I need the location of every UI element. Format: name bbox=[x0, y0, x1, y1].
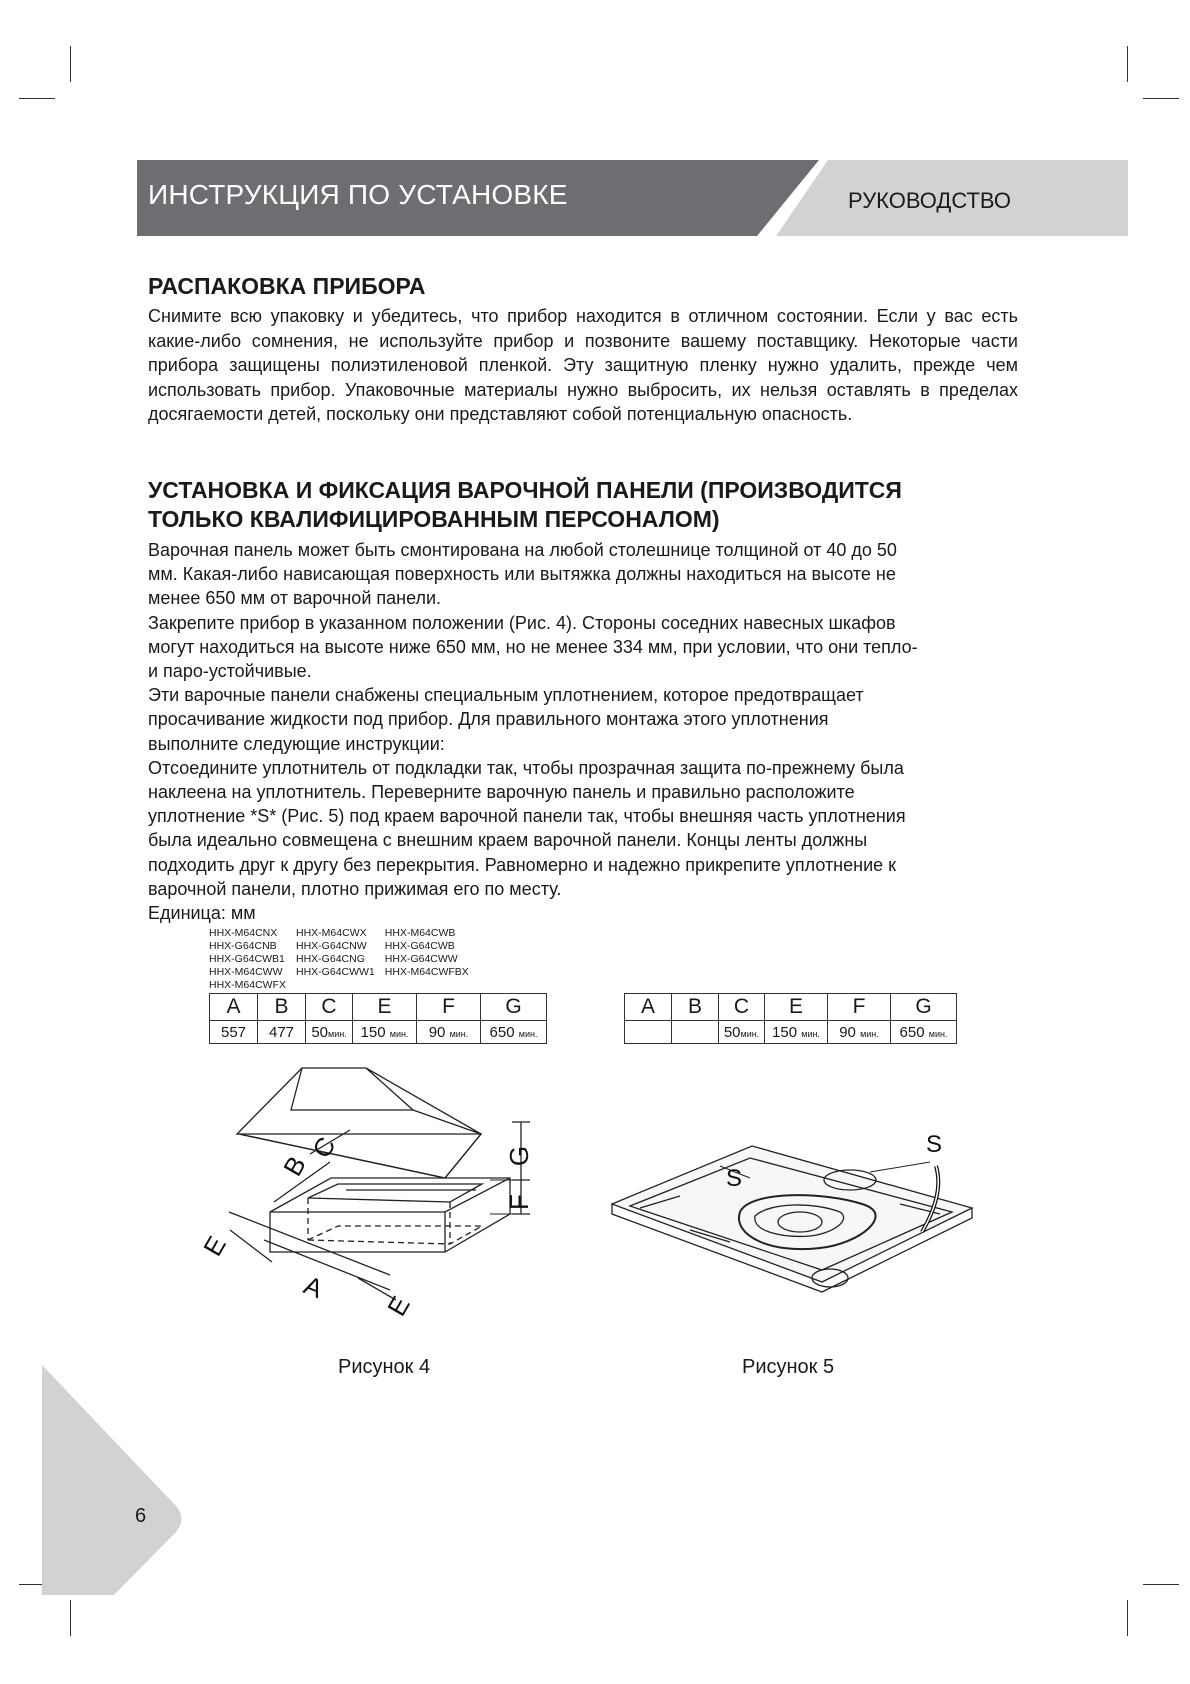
crop-mark bbox=[1143, 98, 1179, 99]
cell-value: 557 bbox=[220, 1023, 247, 1041]
cell-value: 650 bbox=[899, 1023, 925, 1041]
cell-unit: мин. bbox=[860, 1028, 879, 1039]
table-header-cell: G bbox=[481, 994, 547, 1021]
table-cell bbox=[672, 1021, 719, 1044]
text-line: мм. Какая-либо нависающая поверхность или вытяжка должны находиться на высоте не bbox=[148, 564, 896, 585]
text-line: менее 650 мм от варочной панели. bbox=[148, 588, 442, 609]
page-corner-shape bbox=[42, 1365, 192, 1595]
table-cell bbox=[306, 1021, 353, 1044]
table-header-cell: A bbox=[625, 994, 672, 1021]
crop-mark bbox=[70, 46, 71, 82]
table-header-cell: F bbox=[417, 994, 481, 1021]
table-header-cell: E bbox=[353, 994, 417, 1021]
figure-4-caption: Рисунок 4 bbox=[338, 1356, 431, 1378]
crop-mark bbox=[19, 98, 55, 99]
table-header-cell: C bbox=[306, 994, 353, 1021]
table-header-cell: F bbox=[828, 994, 891, 1021]
unpacking-text: Снимите всю упаковку и убедитесь, что прибор находится в отличном состоянии. Если у вас есть какие-либо сомнения, не используйте прибор и позвоните вашему поставщику. Некоторые части прибора защищены полиэтиленовой пленкой. Эту защитную пленку нужно удалить, прежде чем использовать прибор. Упаковочные материалы нужно выбросить, их нельзя оставлять в пределах досягаемости детей, поскольку они представляют собой потенциальную опасность. bbox=[148, 306, 1018, 425]
model-code: HHX-M64CWFBX bbox=[384, 966, 469, 978]
installation-text bbox=[148, 538, 1018, 925]
cell-value: 650 bbox=[489, 1023, 515, 1041]
unpacking-section bbox=[148, 272, 1018, 427]
dim-label-f: F bbox=[504, 1194, 534, 1210]
text-line: просачивание жидкости под прибор. Для правильного монтажа этого уплотнения bbox=[148, 709, 829, 730]
crop-mark bbox=[1127, 1600, 1128, 1636]
model-code: HHX-G64CWB1 bbox=[209, 953, 285, 965]
model-code: HHX-M64CWX bbox=[296, 927, 367, 939]
text-line: выполните следующие инструкции: bbox=[148, 733, 445, 754]
table-cell bbox=[210, 1021, 258, 1044]
table-cell bbox=[258, 1021, 306, 1044]
cell-unit: мин. bbox=[740, 1028, 760, 1039]
model-code: HHX-M64CWFX bbox=[209, 979, 287, 991]
cell-value: 90 bbox=[428, 1023, 446, 1041]
page-number: 6 bbox=[135, 1505, 147, 1527]
model-code: HHX-G64CWW1 bbox=[296, 966, 375, 978]
text-line: Отсоедините уплотнитель от подкладки так, чтобы прозрачная защита по-прежнему была bbox=[148, 757, 904, 778]
text-line: Единица: мм bbox=[148, 903, 256, 924]
table-header-cell: B bbox=[672, 994, 719, 1021]
header-title-band bbox=[137, 160, 824, 236]
model-code: HHX-G64CWW bbox=[384, 953, 458, 965]
cell-unit: мин. bbox=[801, 1028, 820, 1039]
text-line: могут находиться на высоте ниже 650 мм, но не менее 334 мм, при условии, что они тепло- bbox=[148, 636, 918, 657]
text-line: была идеально совмещена с внешним краем варочной панели. Концы ленты должны bbox=[148, 830, 868, 851]
hob-frame bbox=[612, 1146, 972, 1282]
model-code: HHX-M64CWB bbox=[384, 927, 456, 939]
dim-label-e-left: E bbox=[197, 1230, 232, 1261]
text-line: подходить друг к другу без перекрытия. Равномерно и надежно прикрепите уплотнение к bbox=[148, 854, 897, 875]
installation-heading-line: УСТАНОВКА И ФИКСАЦИЯ ВАРОЧНОЙ ПАНЕЛИ (ПРОИЗВОДИТСЯ bbox=[148, 477, 902, 503]
cell-value: 150 bbox=[772, 1023, 798, 1041]
model-code: HHX-G64CWB bbox=[384, 940, 455, 952]
table-cell bbox=[625, 1021, 672, 1044]
text-line: Закрепите прибор в указанном положении (Рис. 4). Стороны соседних навесных шкафов bbox=[148, 612, 896, 633]
text-line: варочной панели, плотно прижимая его по месту. bbox=[148, 878, 562, 899]
table-header-cell: E bbox=[765, 994, 828, 1021]
text-line: Эти варочные панели снабжены специальным уплотнением, которое предотвращает bbox=[148, 685, 864, 706]
table-cell bbox=[353, 1021, 417, 1044]
model-row bbox=[209, 979, 479, 992]
installation-heading bbox=[148, 476, 1018, 534]
cell-value: 90 bbox=[839, 1023, 856, 1041]
figure-5-diagram bbox=[600, 1132, 1010, 1312]
cell-value: 477 bbox=[268, 1023, 295, 1041]
table-row bbox=[210, 1021, 547, 1044]
cell-unit: мин. bbox=[449, 1028, 469, 1039]
text-line: и паро-устойчивые. bbox=[148, 661, 312, 682]
model-code: HHX-G64CNG bbox=[296, 953, 365, 965]
cell-unit: мин. bbox=[389, 1028, 409, 1039]
model-code bbox=[385, 979, 479, 992]
page-title: ИНСТРУКЦИЯ ПО УСТАНОВКЕ bbox=[148, 179, 568, 210]
dim-label-c: C bbox=[306, 1131, 342, 1163]
dim-label-e-right: E bbox=[381, 1290, 416, 1321]
dim-label-a: A bbox=[299, 1269, 328, 1305]
table-cell bbox=[891, 1021, 957, 1044]
model-list bbox=[209, 927, 479, 992]
model-row bbox=[209, 940, 479, 953]
cell-value: 50 bbox=[723, 1023, 741, 1041]
installation-heading-line: ТОЛЬКО КВАЛИФИЦИРОВАННЫМ ПЕРСОНАЛОМ) bbox=[148, 506, 720, 532]
table-cell bbox=[765, 1021, 828, 1044]
table-cell bbox=[417, 1021, 481, 1044]
table-header-row bbox=[210, 994, 547, 1021]
text-line: наклеена на уплотнитель. Переверните варочную панель и правильно расположите bbox=[148, 782, 855, 803]
model-row bbox=[209, 927, 479, 940]
model-code: HHX-M64CNX bbox=[209, 927, 278, 939]
model-code: HHX-M64CWW bbox=[209, 966, 283, 978]
installation-section bbox=[148, 476, 1018, 925]
cell-value: 50 bbox=[311, 1023, 328, 1041]
table-header-cell: A bbox=[210, 994, 258, 1021]
text-line: Варочная панель может быть смонтирована на любой столешнице толщиной от 40 до 50 bbox=[148, 540, 897, 560]
seal-label-center: S bbox=[726, 1165, 743, 1192]
dim-label-g: G bbox=[504, 1145, 534, 1167]
table-header-cell: B bbox=[258, 994, 306, 1021]
cell-unit: мин. bbox=[518, 1028, 538, 1039]
header-section-band bbox=[776, 160, 1128, 236]
model-code bbox=[296, 979, 385, 992]
model-row bbox=[209, 966, 479, 979]
dimension-table-2 bbox=[624, 993, 957, 1044]
seal-label-right: S bbox=[926, 1132, 943, 1158]
table-header-row bbox=[625, 994, 957, 1021]
crop-mark bbox=[1127, 46, 1128, 82]
dim-label-b: B bbox=[277, 1150, 312, 1181]
cell-unit: мин. bbox=[928, 1028, 948, 1039]
hood-top bbox=[291, 1068, 413, 1110]
dimension-table-1 bbox=[209, 993, 547, 1044]
figure-4-diagram bbox=[190, 1062, 610, 1342]
table-cell bbox=[481, 1021, 547, 1044]
crop-mark bbox=[1143, 1584, 1179, 1585]
crop-mark bbox=[70, 1600, 71, 1636]
text-line: уплотнение *S* (Рис. 5) под краем варочной панели так, чтобы внешняя часть уплотнения bbox=[148, 806, 906, 827]
table-cell bbox=[719, 1021, 765, 1044]
table-header-cell: G bbox=[891, 994, 957, 1021]
model-row bbox=[209, 953, 479, 966]
table-cell bbox=[828, 1021, 891, 1044]
table-row bbox=[625, 1021, 957, 1044]
model-code: HHX-G64CNW bbox=[296, 940, 367, 952]
model-code: HHX-G64CNB bbox=[209, 940, 277, 952]
unpacking-heading: РАСПАКОВКА ПРИБОРА bbox=[148, 273, 426, 299]
figure-5-caption: Рисунок 5 bbox=[742, 1356, 835, 1378]
cell-unit: мин. bbox=[328, 1028, 347, 1039]
table-header-cell: C bbox=[719, 994, 765, 1021]
cell-value: 150 bbox=[360, 1023, 386, 1041]
section-label: РУКОВОДСТВО bbox=[848, 188, 1011, 213]
